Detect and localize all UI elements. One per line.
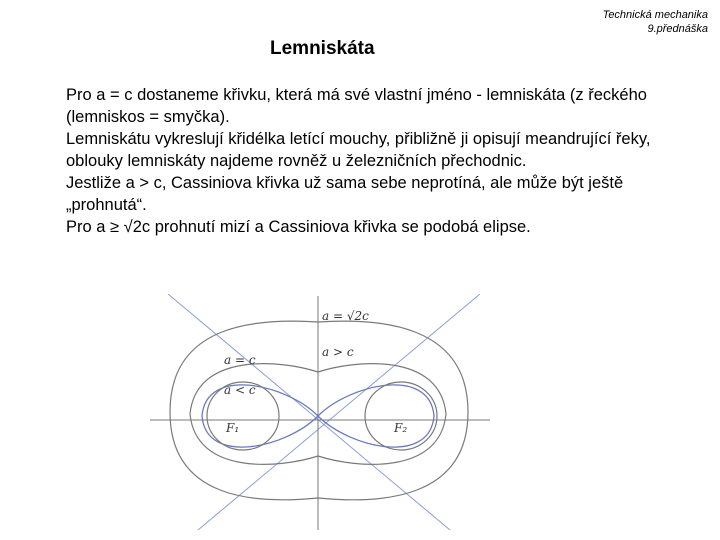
paragraph: Jestliže a > c, Cassiniova křivka už sama sebe neprotíná, ale může být ještě „prohnutá“. bbox=[66, 174, 624, 214]
page-title: Lemniskáta bbox=[270, 38, 375, 59]
paragraph: Lemniskátu vykreslují křidélka letící mouchy, přibližně ji opisují meandrující řeky, oblouky lemniskáty najdeme rovněž u železničních přechodnic. bbox=[66, 130, 651, 170]
course-title: Technická mechanika bbox=[602, 9, 708, 21]
paragraph: Pro a ≥ √2c prohnutí mizí a Cassiniova křivka se podobá elipse. bbox=[66, 218, 531, 236]
lecture-number: 9.přednáška bbox=[647, 23, 708, 35]
cassini-curves-diagram bbox=[150, 294, 490, 530]
label-less: a < c bbox=[224, 383, 256, 397]
label-equal: a = c bbox=[224, 353, 256, 367]
diagonal-line-2 bbox=[198, 294, 480, 530]
curve-outer bbox=[170, 321, 468, 500]
body-text bbox=[66, 84, 666, 238]
curve-right-oval bbox=[365, 382, 437, 450]
paragraph: Pro a = c dostaneme křivku, která má své vlastní jméno - lemniskáta (z řeckého (lemniskos = smyčka). bbox=[66, 86, 647, 126]
label-f1: F₁ bbox=[226, 421, 240, 435]
header bbox=[603, 8, 708, 36]
label-greater: a > c bbox=[322, 345, 354, 359]
label-f2: F₂ bbox=[394, 421, 408, 435]
cassini-figure bbox=[150, 294, 490, 535]
label-sqrt2: a = √2c bbox=[322, 309, 369, 323]
